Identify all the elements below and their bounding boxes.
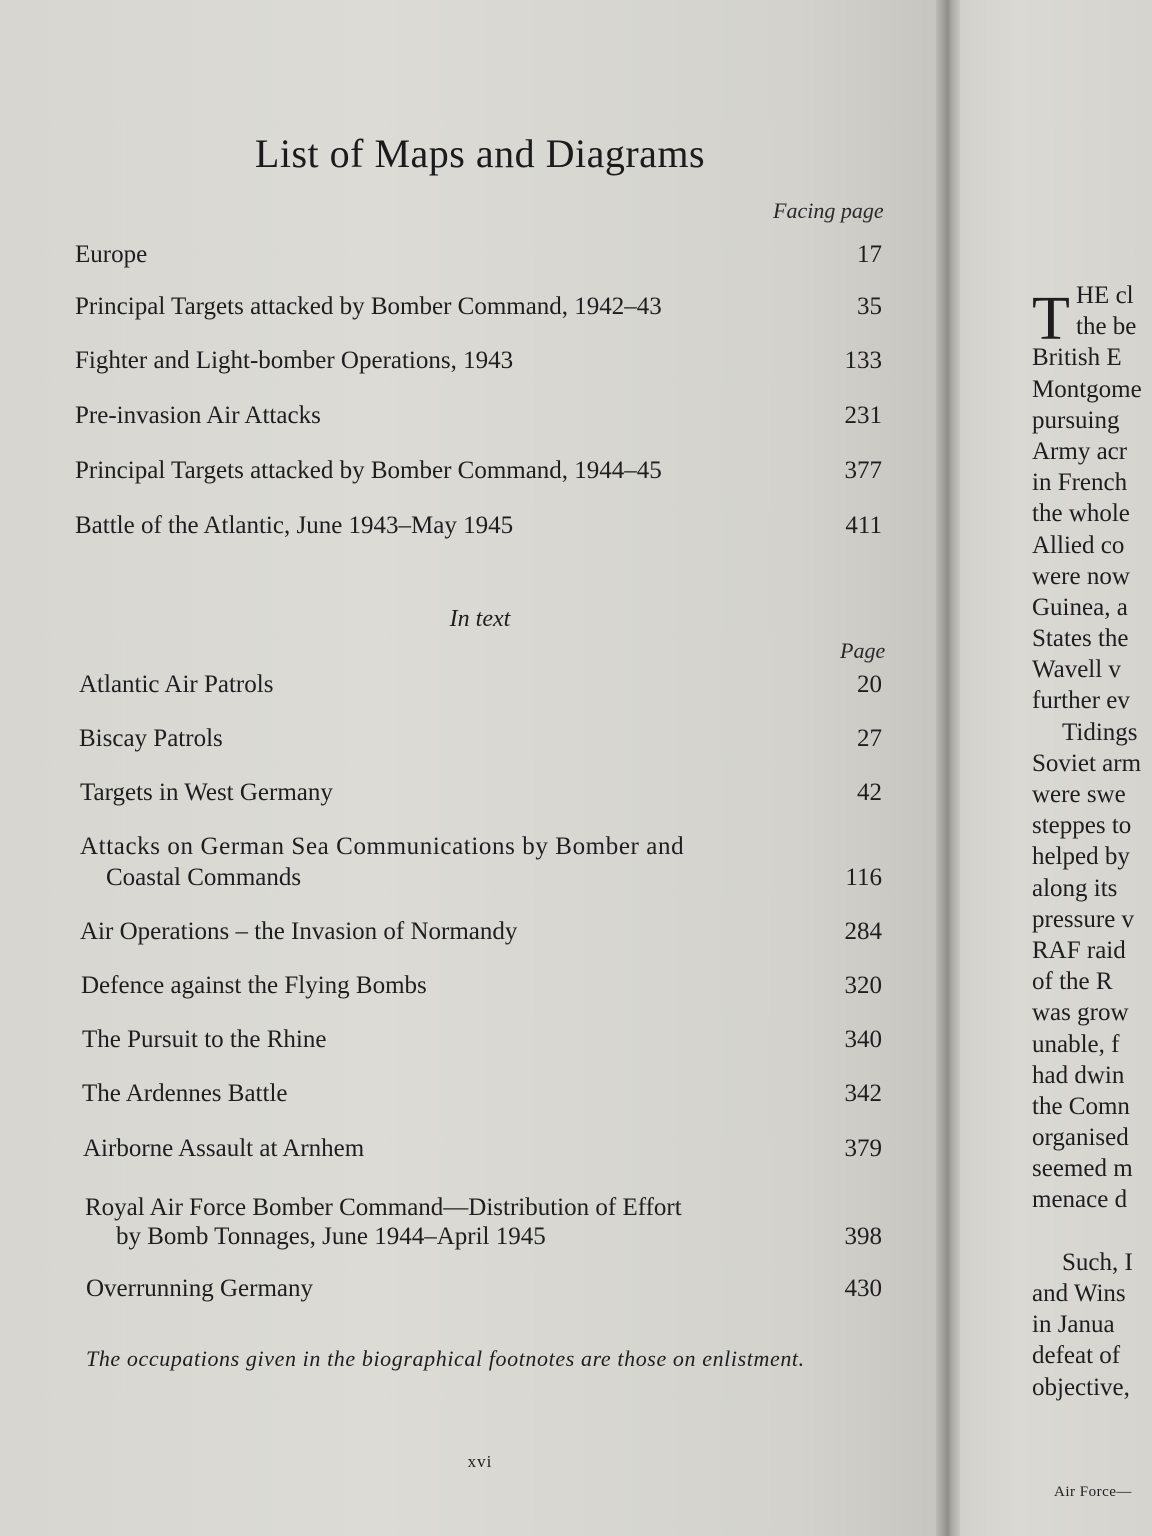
in-text-entry-page: 320 bbox=[844, 972, 882, 999]
in-text-entry-title: Defence against the Flying Bombs bbox=[81, 972, 427, 999]
text-line: British E bbox=[1032, 344, 1122, 372]
map-entry-title: Battle of the Atlantic, June 1943–May 1945 bbox=[75, 512, 514, 539]
text-line: seemed m bbox=[1032, 1155, 1133, 1183]
text-line: Such, I bbox=[1062, 1248, 1133, 1276]
in-text-entry-title: Attacks on German Sea Communications by Bomber and bbox=[80, 833, 685, 860]
text-line: RAF raid bbox=[1032, 936, 1126, 964]
text-line: in Janua bbox=[1032, 1311, 1115, 1339]
text-line: were swe bbox=[1032, 781, 1126, 808]
map-entry-page: 35 bbox=[857, 293, 882, 320]
in-text-entry-title-line2: Coastal Commands bbox=[106, 864, 302, 891]
in-text-entry-page: 284 bbox=[844, 918, 882, 945]
in-text-entry-title: Air Operations – the Invasion of Normandy bbox=[80, 918, 518, 945]
text-line: objective, bbox=[1032, 1373, 1130, 1401]
map-entry-page: 133 bbox=[844, 347, 882, 374]
in-text-entry-page: 42 bbox=[857, 779, 882, 806]
text-line: along its bbox=[1032, 874, 1118, 902]
map-entry-title: Principal Targets attacked by Bomber Command, 1944–45 bbox=[75, 457, 662, 484]
text-line: HE cl bbox=[1076, 282, 1134, 309]
in-text-entry-page: 340 bbox=[844, 1026, 882, 1053]
in-text-entry-title: Airborne Assault at Arnhem bbox=[83, 1135, 365, 1162]
text-line: Montgome bbox=[1032, 375, 1142, 403]
text-line: pursuing bbox=[1032, 406, 1120, 434]
text-line: helped by bbox=[1032, 843, 1130, 871]
right-page-text bbox=[1032, 280, 1142, 1403]
text-line: menace d bbox=[1032, 1186, 1128, 1214]
in-text-entry-title: Atlantic Air Patrols bbox=[79, 671, 274, 698]
map-entry-page: 17 bbox=[857, 241, 882, 268]
text-line: had dwin bbox=[1032, 1061, 1125, 1089]
footnote: The occupations given in the biographical footnotes are those on enlistment. bbox=[86, 1346, 805, 1371]
text-line: the be bbox=[1076, 313, 1137, 341]
in-text-entry-title: Overrunning Germany bbox=[86, 1275, 314, 1302]
map-entry-title: Principal Targets attacked by Bomber Command, 1942–43 bbox=[75, 293, 662, 320]
text-line: States the bbox=[1032, 625, 1129, 653]
map-entry-page: 231 bbox=[844, 402, 882, 429]
text-line: Allied co bbox=[1032, 531, 1125, 559]
text-line: Guinea, a bbox=[1032, 593, 1128, 621]
map-entry-title: Fighter and Light-bomber Operations, 1943 bbox=[75, 347, 514, 374]
in-text-entry-page: 379 bbox=[844, 1135, 882, 1162]
text-line: in French bbox=[1032, 469, 1128, 497]
in-text-entry-page: 342 bbox=[844, 1080, 882, 1107]
text-line: Tidings bbox=[1062, 718, 1138, 746]
text-line: defeat of bbox=[1032, 1342, 1121, 1370]
text-line: organised bbox=[1032, 1124, 1129, 1152]
text-line: steppes to bbox=[1032, 812, 1132, 840]
in-text-entry-page: 398 bbox=[844, 1223, 882, 1250]
map-entry-title: Europe bbox=[75, 241, 148, 268]
map-entry-title: Pre-invasion Air Attacks bbox=[75, 402, 321, 429]
in-text-heading: In text bbox=[449, 606, 511, 632]
running-footer: Air Force— bbox=[1054, 1484, 1132, 1500]
in-text-entry-title: Royal Air Force Bomber Command—Distribution of Effort bbox=[85, 1194, 682, 1221]
text-line: the whole bbox=[1032, 500, 1130, 528]
in-text-entry-title: The Ardennes Battle bbox=[82, 1080, 288, 1107]
in-text-entry-page: 20 bbox=[857, 671, 882, 698]
text-line: unable, f bbox=[1032, 1030, 1120, 1058]
page-column-label: Page bbox=[840, 638, 886, 663]
text-line bbox=[1032, 1216, 1142, 1247]
text-line: of the R bbox=[1032, 968, 1113, 996]
text-line: further ev bbox=[1032, 687, 1130, 715]
map-entry-page: 411 bbox=[845, 512, 882, 539]
right-page bbox=[960, 0, 1152, 1536]
in-text-entry-page: 430 bbox=[844, 1275, 882, 1302]
drop-cap: T bbox=[1032, 285, 1070, 353]
in-text-entry-title: The Pursuit to the Rhine bbox=[82, 1026, 327, 1053]
in-text-entry-title: Targets in West Germany bbox=[80, 779, 333, 806]
facing-page-label: Facing page bbox=[773, 198, 884, 223]
text-line: Army acr bbox=[1032, 437, 1128, 465]
text-line: pressure v bbox=[1032, 905, 1135, 933]
text-line: the Comn bbox=[1032, 1092, 1130, 1120]
page-number: xvi bbox=[467, 1452, 493, 1471]
text-line: Wavell v bbox=[1032, 656, 1121, 684]
page-title: List of Maps and Diagrams bbox=[254, 131, 706, 176]
text-line: was grow bbox=[1032, 999, 1129, 1027]
in-text-entry-page: 27 bbox=[857, 725, 882, 752]
text-line: were now bbox=[1032, 562, 1130, 590]
text-line: Soviet arm bbox=[1032, 749, 1142, 777]
in-text-entry-title-line2: by Bomb Tonnages, June 1944–April 1945 bbox=[116, 1223, 546, 1250]
in-text-entry-page: 116 bbox=[845, 864, 882, 891]
map-entry-page: 377 bbox=[844, 457, 882, 484]
in-text-entry-title: Biscay Patrols bbox=[79, 725, 223, 752]
text-line: and Wins bbox=[1032, 1280, 1126, 1307]
book-gutter bbox=[936, 0, 962, 1536]
